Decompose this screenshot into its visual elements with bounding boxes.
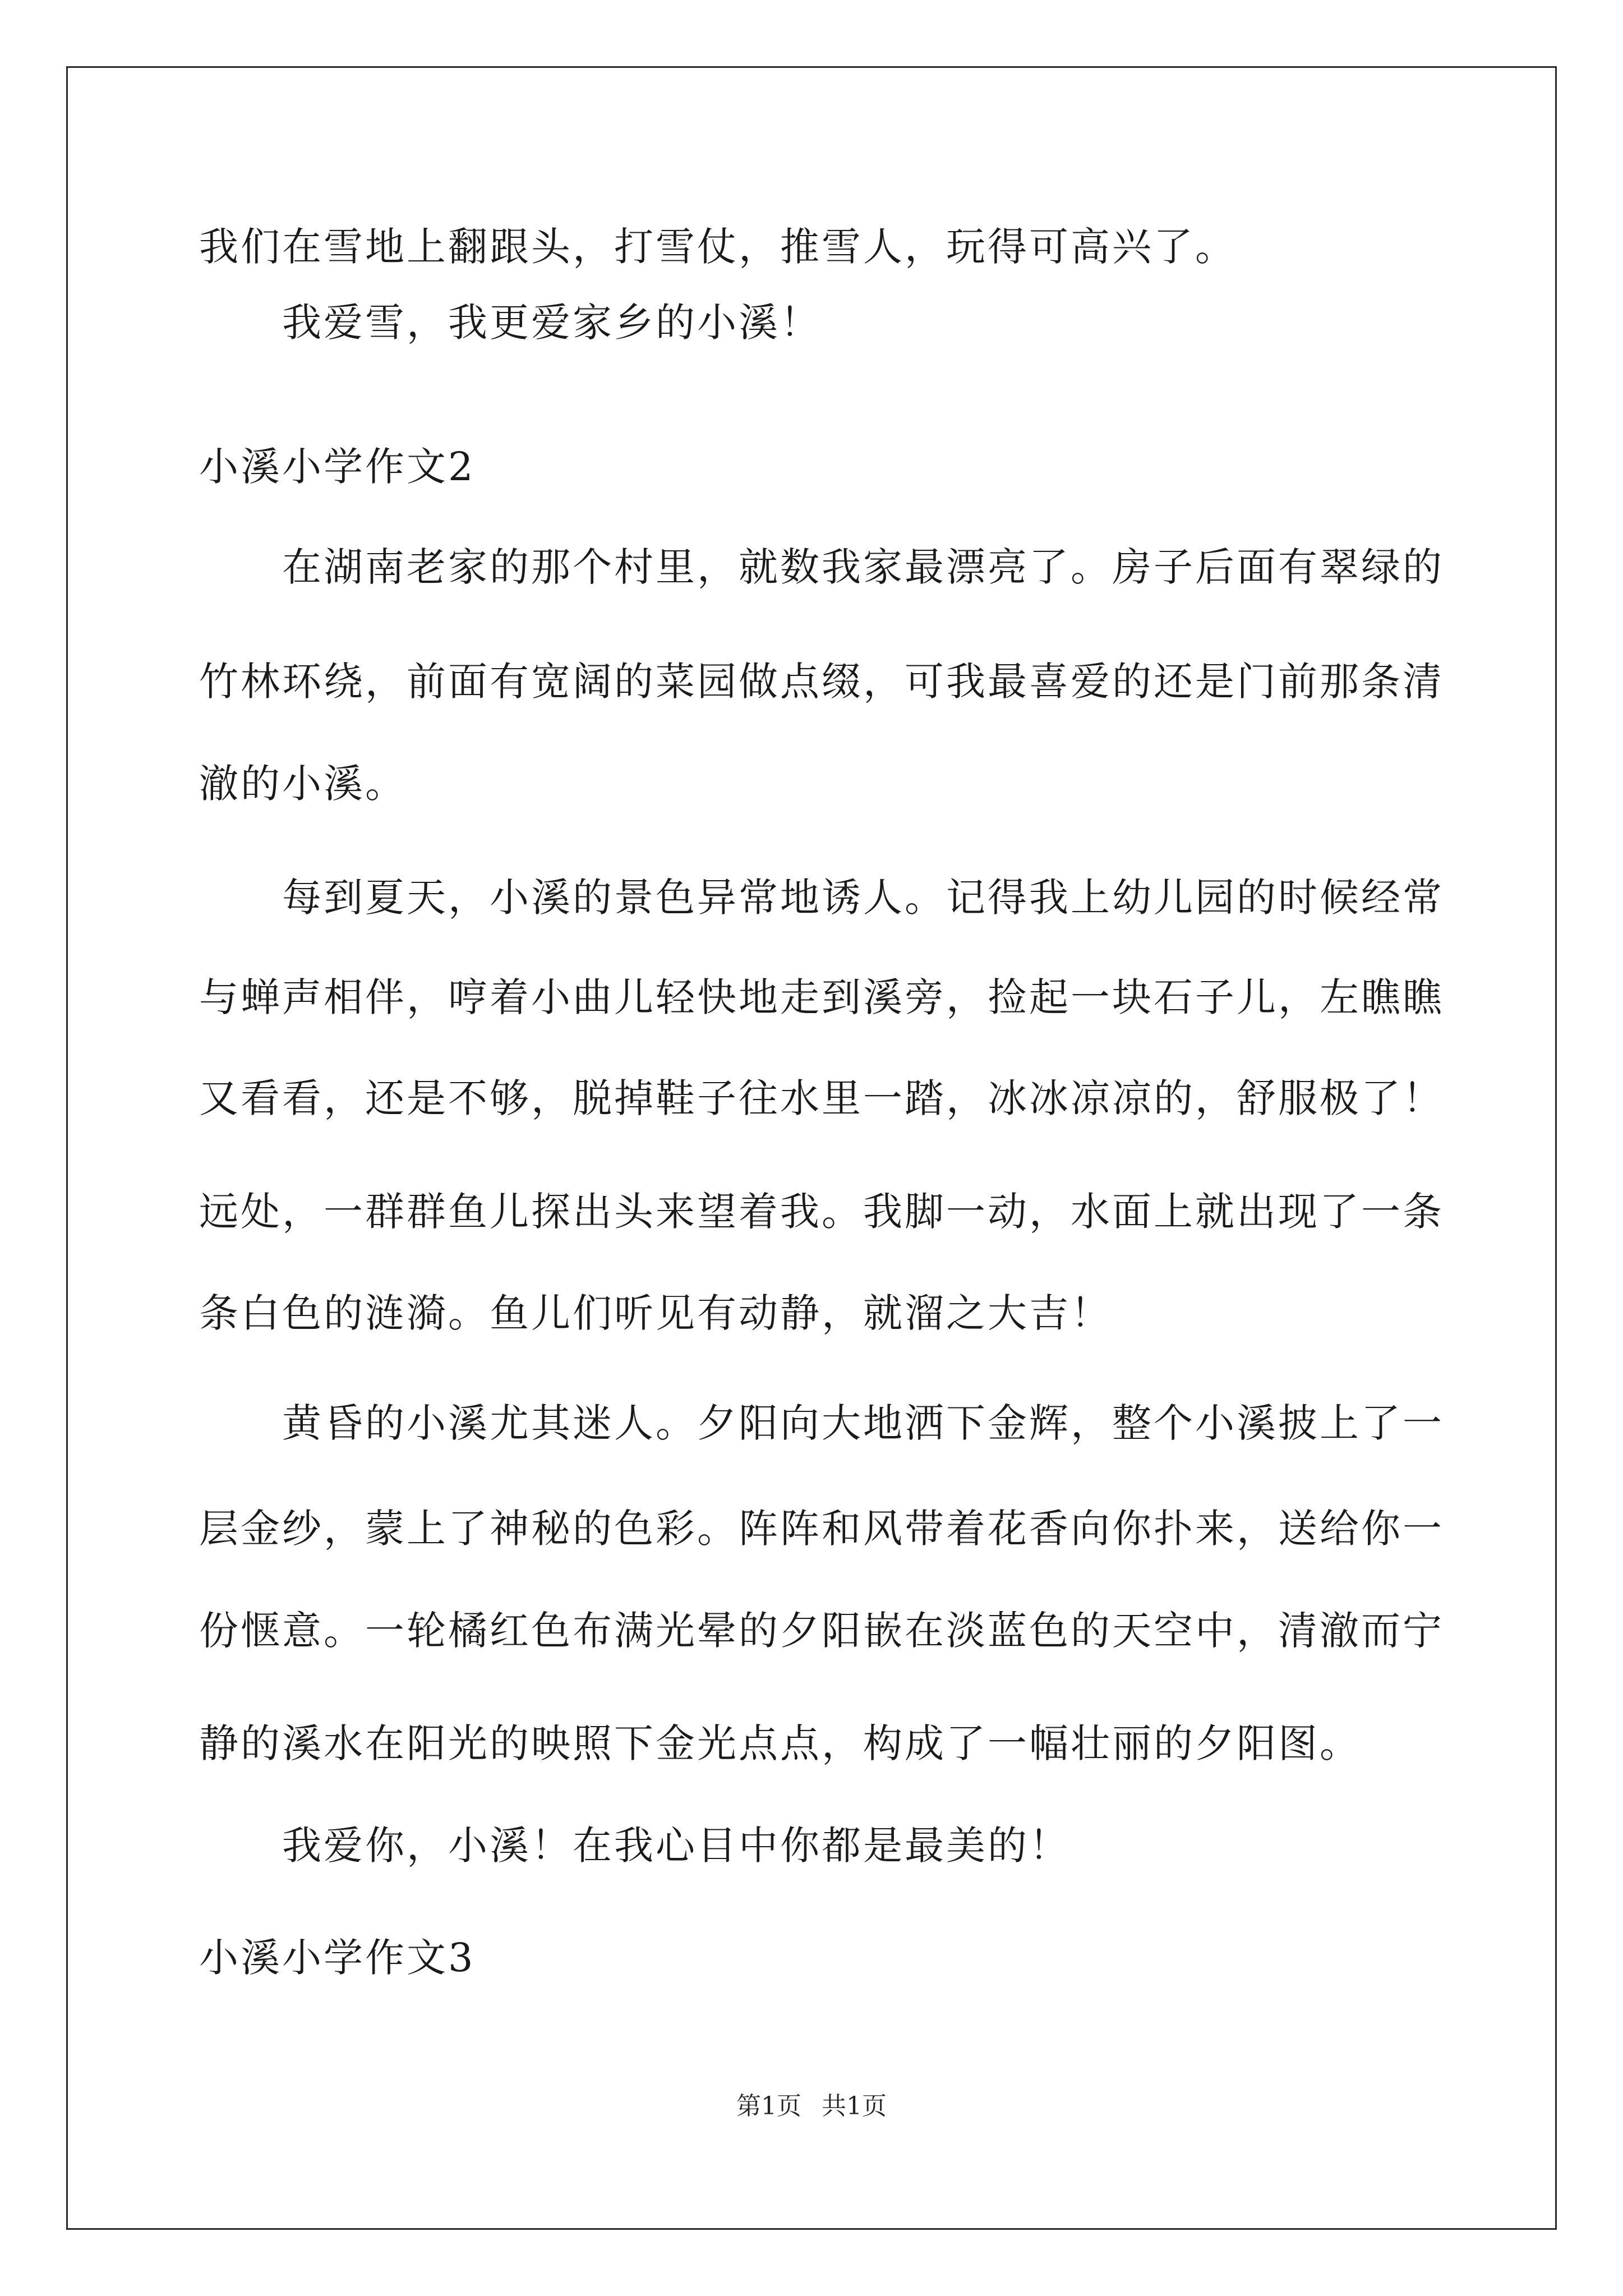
- text-line-7: 每到夏天，小溪的景色异常地诱人。记得我上幼儿园的时候经常: [282, 875, 1444, 921]
- text-line-1: 我们在雪地上翻跟头，打雪仗，推雪人，玩得可高兴了。: [199, 224, 1237, 270]
- text-line-12: 黄昏的小溪尤其迷人。夕阳向大地洒下金辉，整个小溪披上了一: [282, 1400, 1444, 1446]
- text-line-5: 竹林环绕，前面有宽阔的菜园做点缀，可我最喜爱的还是门前那条清: [199, 659, 1444, 705]
- section-heading-3: 小溪小学作文3: [199, 1935, 476, 1981]
- text-line-11: 条白色的涟漪。鱼儿们听见有动静，就溜之大吉！: [199, 1290, 1112, 1336]
- page-number: 第1页: [736, 2092, 801, 2120]
- text-line-8: 与蝉声相伴，哼着小曲儿轻快地走到溪旁，捡起一块石子儿，左瞧瞧: [199, 974, 1444, 1020]
- section-heading-2: 小溪小学作文2: [199, 444, 476, 490]
- text-line-10: 远处，一群群鱼儿探出头来望着我。我脚一动，水面上就出现了一条: [199, 1189, 1444, 1235]
- text-line-2: 我爱雪，我更爱家乡的小溪！: [282, 300, 822, 346]
- page-border: [66, 66, 1557, 2230]
- text-line-9: 又看看，还是不够，脱掉鞋子往水里一踏，冰冰凉凉的，舒服极了！: [199, 1075, 1444, 1121]
- text-line-13: 层金纱，蒙上了神秘的色彩。阵阵和风带着花香向你扑来，送给你一: [199, 1506, 1444, 1552]
- text-line-15: 静的溪水在阳光的映照下金光点点，构成了一幅壮丽的夕阳图。: [199, 1720, 1361, 1766]
- text-line-16: 我爱你，小溪！在我心目中你都是最美的！: [282, 1823, 1071, 1869]
- page-total: 共1页: [822, 2092, 887, 2120]
- page-footer: [0, 2090, 1623, 2123]
- text-line-14: 份惬意。一轮橘红色布满光晕的夕阳嵌在淡蓝色的天空中，清澈而宁: [199, 1608, 1444, 1654]
- text-line-6: 澈的小溪。: [199, 761, 407, 807]
- text-line-4: 在湖南老家的那个村里，就数我家最漂亮了。房子后面有翠绿的: [282, 544, 1444, 590]
